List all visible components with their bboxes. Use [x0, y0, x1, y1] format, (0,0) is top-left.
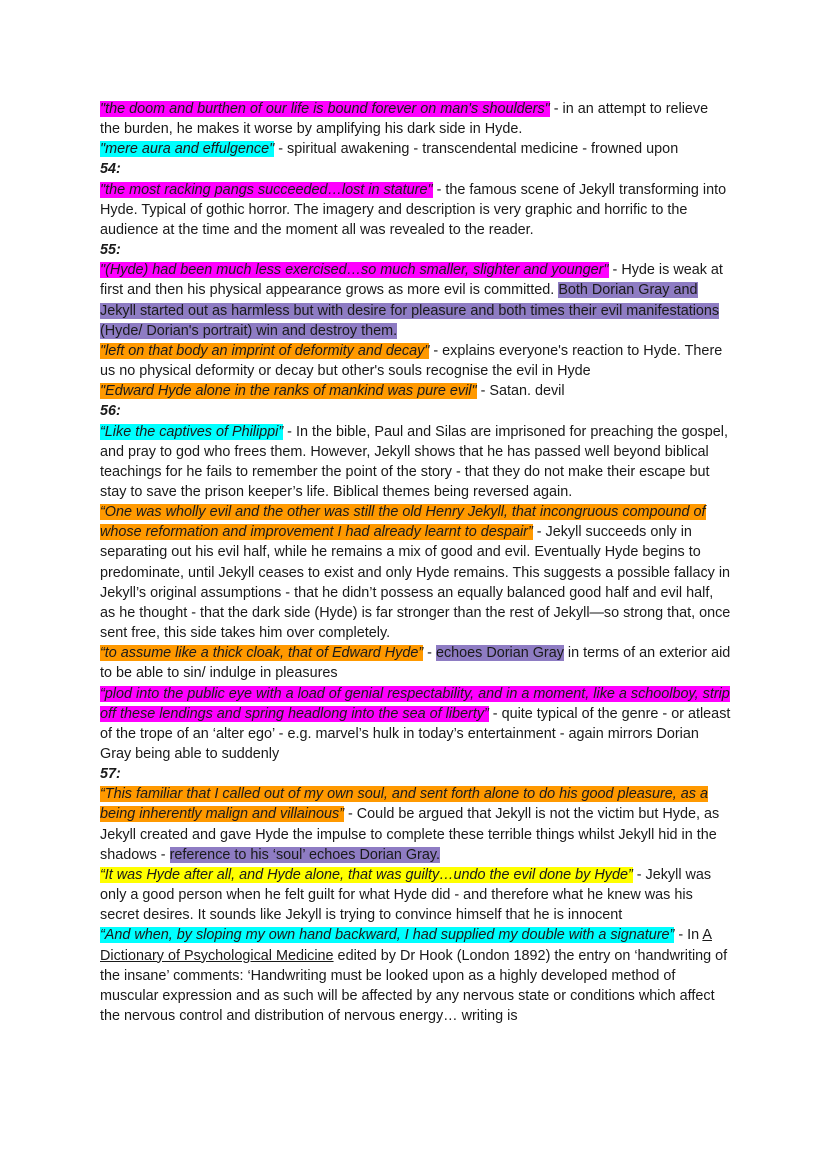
- commentary-text: - quite typical of the genre - or atleast of the trope of an ‘alter ego’ - e.g. marvel’s hulk in today’s entertainment - again mirrors Dorian Gray being able to suddenly: [100, 705, 731, 762]
- notes-body: [100, 99, 732, 1026]
- quote-highlight: "the most racking pangs succeeded…lost in stature": [100, 181, 433, 198]
- note-paragraph: [100, 99, 732, 139]
- note-paragraph: [100, 502, 732, 643]
- note-paragraph: [100, 784, 732, 865]
- commentary-text: in terms of an exterior aid to be able to sin/ indulge in pleasures: [100, 645, 731, 682]
- note-paragraph: [100, 139, 732, 159]
- page-number-label: 57:: [100, 766, 121, 783]
- comparison-highlight: reference to his ‘soul’ echoes Dorian Gray.: [169, 846, 440, 863]
- quote-highlight: "left on that body an imprint of deformity and decay": [100, 342, 430, 359]
- page-heading: [100, 764, 732, 784]
- quote-highlight: “It was Hyde after all, and Hyde alone, that was guilty…undo the evil done by Hyde”: [100, 866, 633, 883]
- commentary-text: - In: [674, 927, 703, 944]
- page-heading: [100, 401, 732, 421]
- quote-highlight: “One was wholly evil and the other was still the old Henry Jekyll, that incongruous compound of whose reformation and improvement I had already learnt to despair”: [100, 504, 706, 541]
- quote-highlight: "mere aura and effulgence": [100, 141, 275, 158]
- commentary-text: - Hyde is weak at first and then his physical appearance grows as more evil is committed.: [100, 262, 723, 299]
- page-number-label: 54:: [100, 161, 121, 178]
- quote-highlight: "(Hyde) had been much less exercised…so much smaller, slighter and younger": [100, 262, 609, 279]
- page-number-label: 55:: [100, 242, 121, 259]
- quote-highlight: “Like the captives of Philippi”: [100, 423, 284, 440]
- book-title: A Dictionary of Psychological Medicine: [100, 927, 712, 964]
- commentary-text: - spiritual awakening - transcendental medicine - frowned upon: [274, 141, 679, 158]
- note-paragraph: [100, 381, 732, 401]
- note-paragraph: [100, 643, 732, 683]
- comparison-highlight: Both Dorian Gray and Jekyll started out as harmless but with desire for pleasure and both times their evil manifestations (Hyde/ Dorian's portrait) win and destroy them.: [100, 282, 720, 339]
- quote-highlight: “And when, by sloping my own hand backward, I had supplied my double with a signature”: [100, 927, 675, 944]
- note-paragraph: [100, 260, 732, 341]
- commentary-text: - Jekyll was only a good person when he felt guilt for what Hyde did - and therefore what he knew was his secret desires. It sounds like Jekyll is trying to convince himself that he is innocent: [100, 866, 712, 924]
- note-paragraph: [100, 684, 732, 765]
- commentary-text: - in an attempt to relieve the burden, he makes it worse by amplifying his dark side in Hyde.: [100, 101, 709, 138]
- commentary-text: - Satan. devil: [476, 383, 565, 400]
- commentary-text: - explains everyone's reaction to Hyde. There us no physical deformity or decay but other's souls recognise the evil in Hyde: [100, 342, 723, 380]
- page-heading: [100, 240, 732, 260]
- quote-highlight: “plod into the public eye with a load of genial respectability, and in a moment, like a schoolboy, strip off these lendings and spring headlong into the sea of liberty”: [100, 685, 730, 722]
- note-paragraph: [100, 180, 732, 240]
- commentary-text: -: [423, 645, 436, 662]
- commentary-text: - In the bible, Paul and Silas are imprisoned for preaching the gospel, and pray to god who frees them. However, Jekyll shows that he has passed well beyond biblical teachings for he fails to remember the point of the story - that they do not make their escape but stay to save the prison keeper’s life. Biblical themes being reversed again.: [100, 423, 728, 500]
- note-paragraph: [100, 925, 732, 1026]
- quote-highlight: “to assume like a thick cloak, that of Edward Hyde”: [100, 645, 424, 662]
- quote-highlight: “This familiar that I called out of my own soul, and sent forth alone to do his good pleasure, as a being inherently malign and villainous”: [100, 786, 708, 823]
- note-paragraph: [100, 422, 732, 503]
- commentary-text: - the famous scene of Jekyll transforming into Hyde. Typical of gothic horror. The imagery and description is very graphic and horrific to the audience at the time and the moment all was revealed to the reader.: [100, 181, 727, 238]
- commentary-text: - Jekyll succeeds only in separating out his evil half, while he remains a mix of good and evil. Eventually Hyde begins to predominate, until Jekyll ceases to exist and only Hyde remains. This suggests a possible fallacy in Jekyll’s original assumptions - that he didn’t possess an equally balanced good half and evil half, as he thought - that the dark side (Hyde) is far stronger than the rest of Jekyll—so strong that, once sent free, this side takes him over completely.: [100, 524, 731, 642]
- note-paragraph: [100, 341, 732, 381]
- page-heading: [100, 159, 732, 179]
- quote-highlight: "Edward Hyde alone in the ranks of mankind was pure evil": [100, 383, 477, 400]
- commentary-text: edited by Dr Hook (London 1892) the entry on ‘handwriting of the insane’ comments: ‘Handwriting must be looked upon as a highly developed method of muscular expression and as such will be affected by any nervous state or conditions which affect the nervous control and distribution of nervous energy… writing is: [100, 947, 728, 1025]
- page-number-label: 56:: [100, 403, 121, 420]
- comparison-highlight: echoes Dorian Gray: [435, 645, 564, 662]
- quote-highlight: "the doom and burthen of our life is bound forever on man's shoulders": [100, 101, 550, 117]
- note-paragraph: [100, 865, 732, 925]
- commentary-text: - Could be argued that Jekyll is not the victim but Hyde, as Jekyll created and gave Hyde the impulse to complete these terrible things whilst Jekyll hid in the shadows -: [100, 806, 720, 863]
